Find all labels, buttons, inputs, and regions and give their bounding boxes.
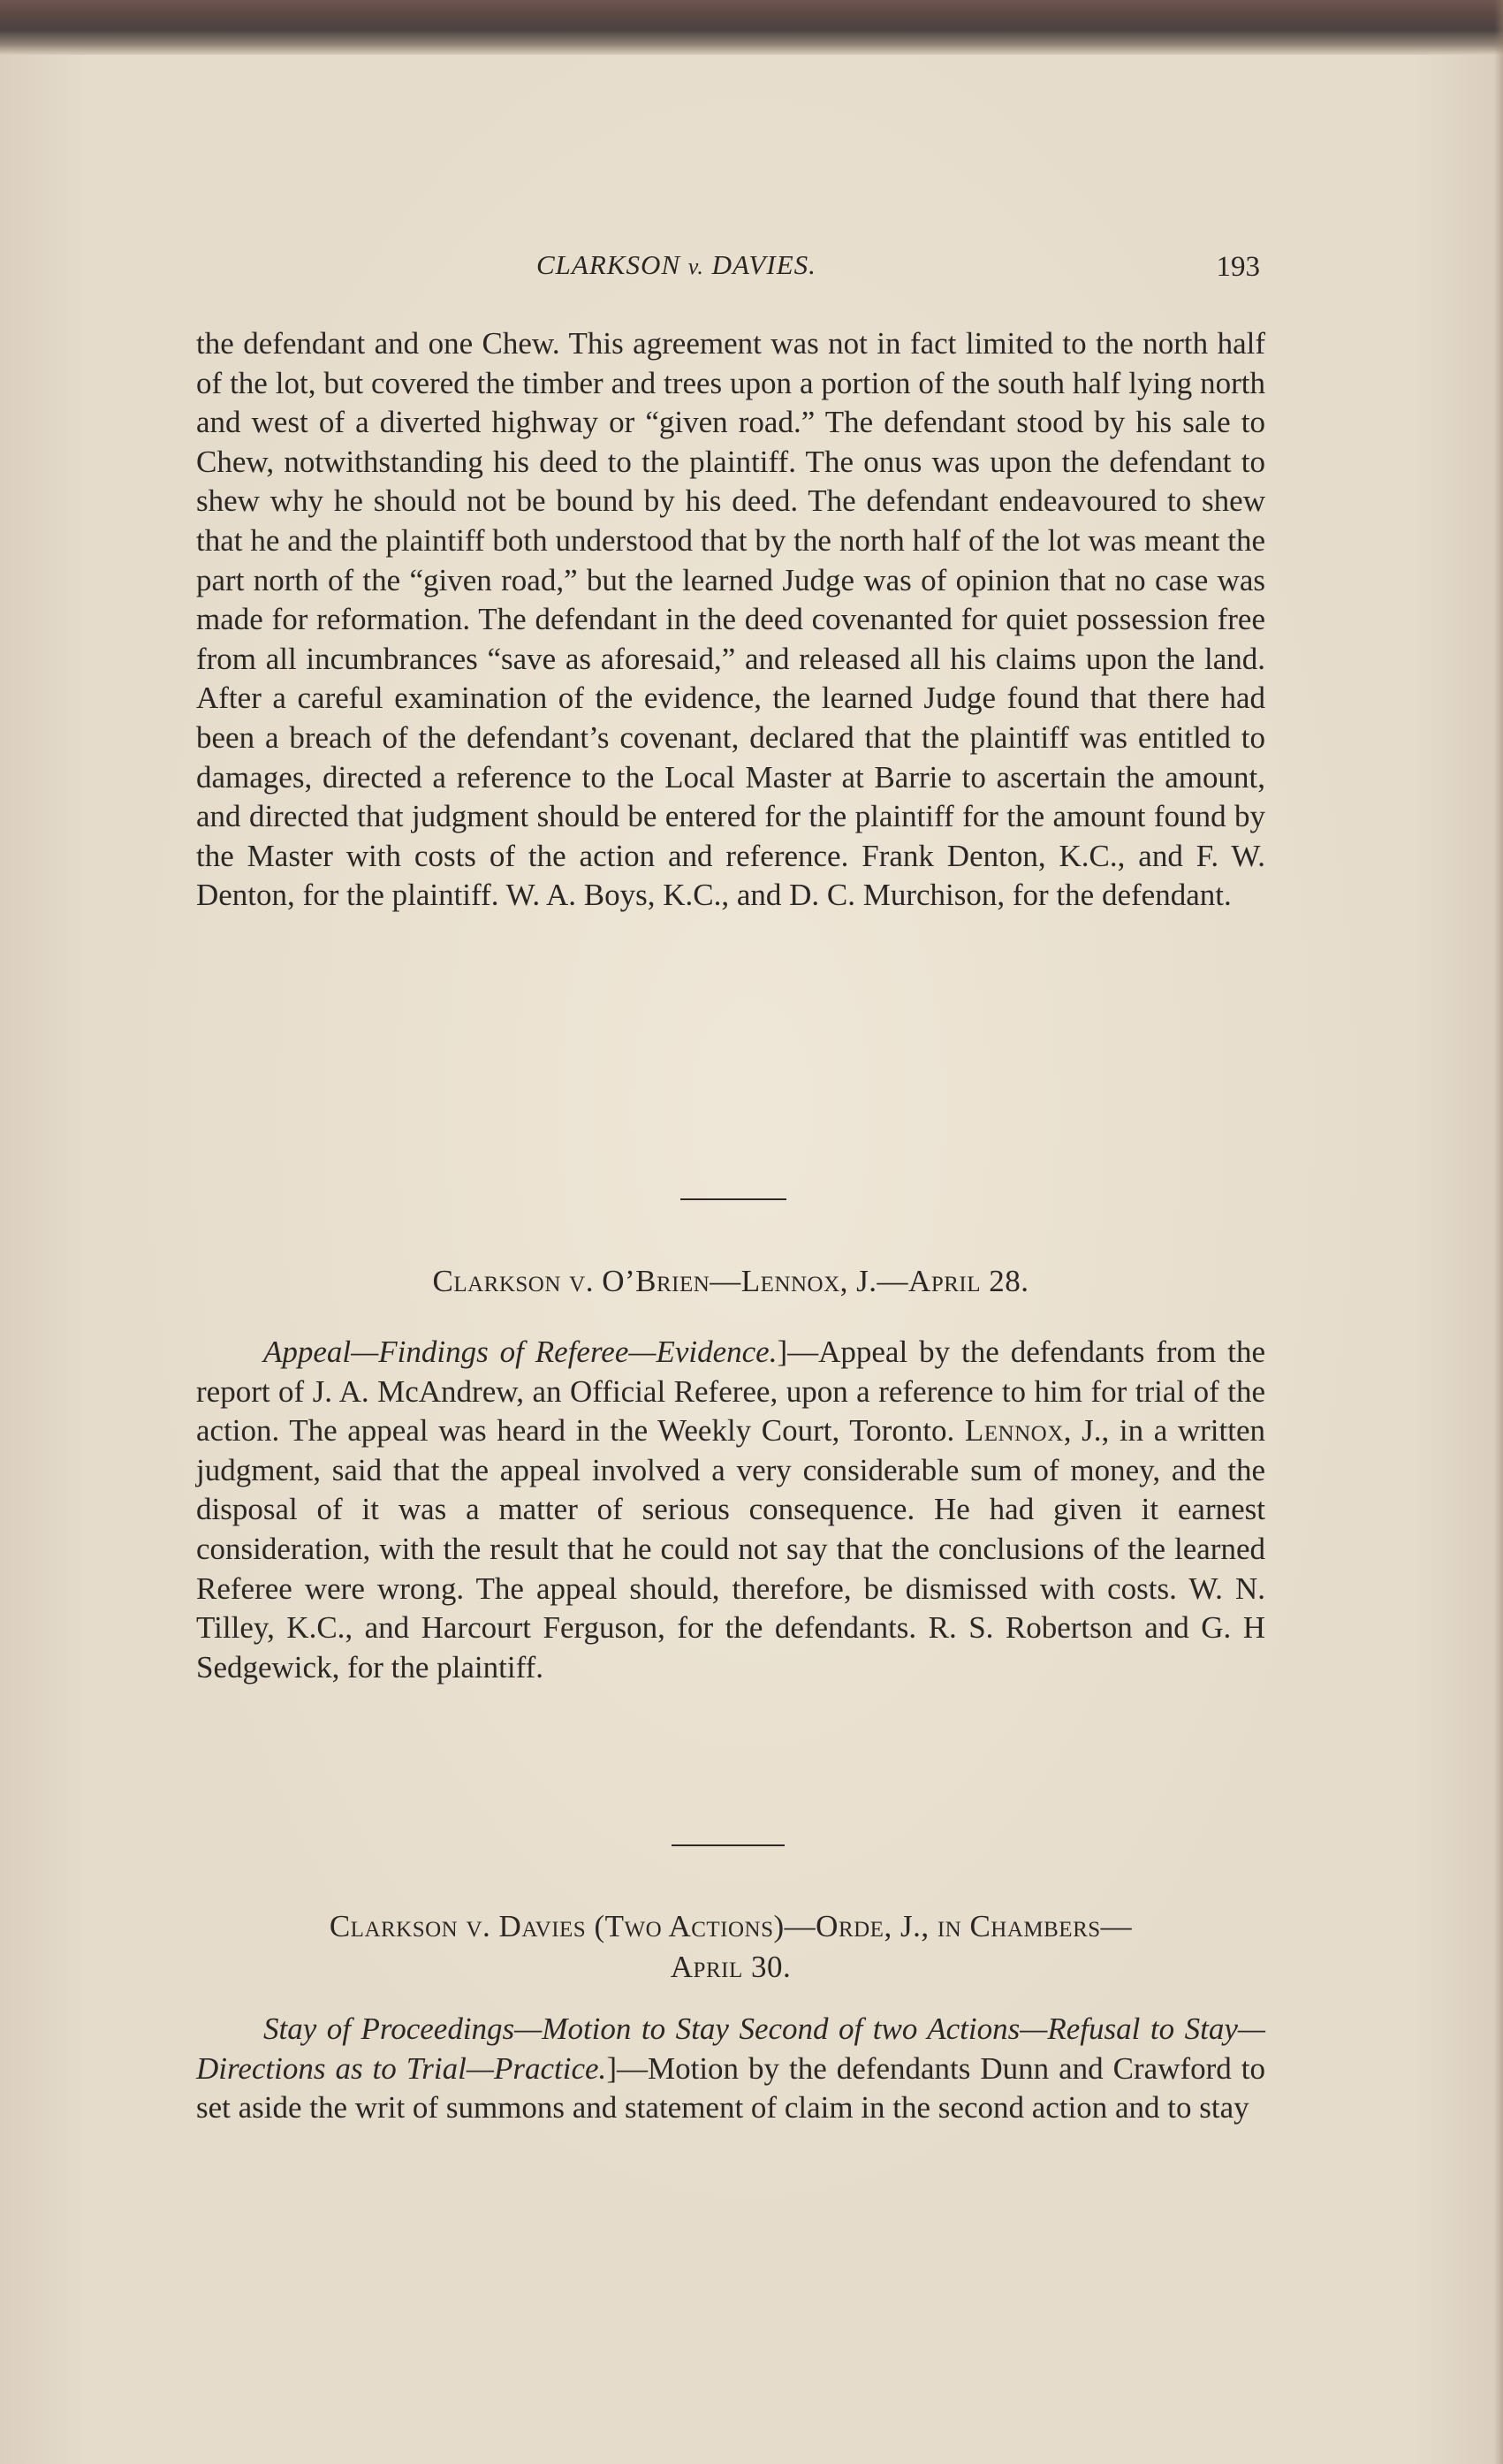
case2-body-start: ]—Appeal by the defendants from the report of J. A. McAndrew, an Official Referee, upon a reference to him for trial of the action. The appeal was heard in the Weekly Court, Toronto. xyxy=(196,1335,1265,1449)
case3-subject: Stay of Proceedings—Motion to Stay Second of two Actions—Refusal to Stay—Directions as to Trial—Practice. xyxy=(196,2012,1265,2086)
running-title-right: DAVIES. xyxy=(711,249,816,280)
page-number: 193 xyxy=(1216,251,1260,283)
case2-body-end: , J., in a written judgment, said that the appeal involved a very considerable sum of money, and the disposal of it was a matter of serious consequence. He had given it earnest consideration, with the result that he could not say that the conclusions of the learned Referee were wrong. The appeal should, therefore, be dismissed with costs. W. N. Tilley, K.C., and Harcourt Ferguson, for the defendants. R. S. Robertson and G. H Sedgewick, for the plaintiff. xyxy=(196,1413,1265,1684)
case3-paragraph xyxy=(196,2010,1265,2128)
running-title xyxy=(536,249,816,281)
running-title-versus: v. xyxy=(687,254,704,279)
case3-heading-line2: April 30. xyxy=(670,1950,792,1984)
case2-heading: Clarkson v. O’Brien—Lennox, J.—April 28. xyxy=(432,1264,1029,1298)
case3-heading xyxy=(196,1906,1265,1988)
case3-body: ]—Motion by the defendants Dunn and Crawford to set aside the writ of summons and statement of claim in the second action and to stay xyxy=(196,2050,1265,2126)
case2-subject: Appeal—Findings of Referee—Evidence. xyxy=(263,1335,778,1369)
section-divider xyxy=(672,1844,785,1846)
section-divider xyxy=(680,1198,786,1200)
page-top-edge xyxy=(0,0,1503,55)
case3-heading-line1: Clarkson v. Davies (Two Actions)—Orde, J., in Chambers— xyxy=(329,1909,1133,1943)
running-title-left: CLARKSON xyxy=(536,249,681,280)
case2-paragraph xyxy=(196,1333,1265,1687)
case2-judge: Lennox xyxy=(964,1413,1064,1449)
page-right-edge xyxy=(1494,0,1503,2464)
running-head xyxy=(196,249,1265,293)
case1-paragraph: the defendant and one Chew. This agreement was not in fact limited to the north half of the lot, but covered the timber and trees upon a portion of the south half lying north and west of a diverted highway or “given road.” The defendant stood by his sale to Chew, notwithstanding his deed to the plaintiff. The onus was upon the defendant to shew why he should not be bound by his deed. The defendant endeavoured to shew that he and the plaintiff both understood that by the north half of the lot was meant the part north of the “given road,” but the learned Judge was of opinion that no case was made for reformation. The defendant in the deed covenanted for quiet possession free from all incumbrances “save as aforesaid,” and released all his claims upon the land. After a careful examination of the evidence, the learned Judge found that there had been a breach of the defendant’s covenant, declared that the plaintiff was entitled to damages, directed a reference to the Local Master at Barrie to ascertain the amount, and directed that judgment should be entered for the plaintiff for the amount found by the Master with costs of the action and reference. Frank Denton, K.C., and F. W. Denton, for the plaintiff. W. A. Boys, K.C., and D. C. Murchison, for the defendant. xyxy=(196,326,1265,913)
